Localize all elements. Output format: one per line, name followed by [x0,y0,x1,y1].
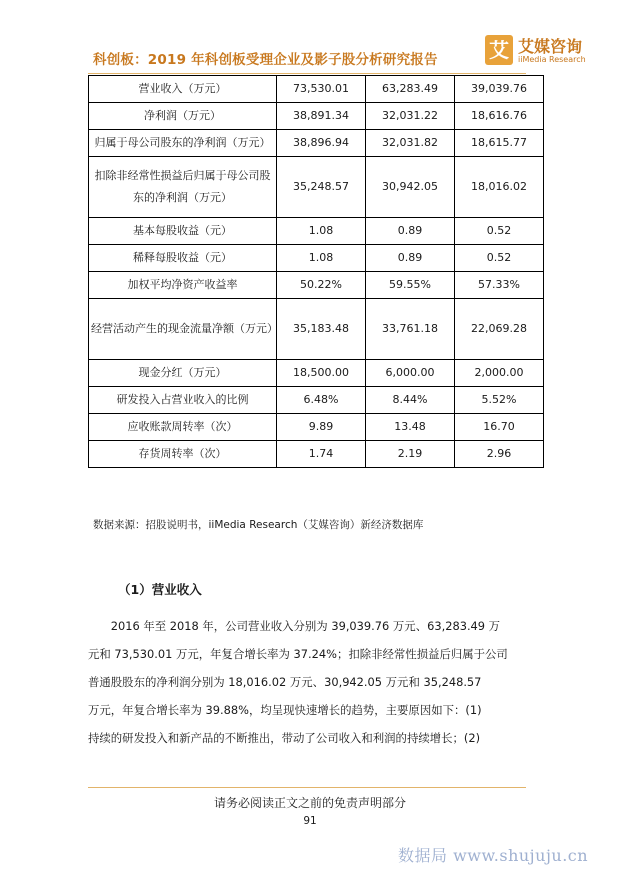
iimedia-logo [485,34,605,70]
table-row [89,103,544,130]
table-cell: 39,039.76 [455,76,544,103]
footer-disclaimer: 请务必阅读正文之前的免责声明部分 [213,796,406,810]
table-cell: 0.52 [455,218,544,245]
section-heading: （1）营业收入 [118,582,202,597]
paragraph-line: 普通股股东的净利润分别为 18,016.02 万元、30,942.05 万元和 35,248.57 [88,675,482,689]
table-cell: 0.89 [366,245,455,272]
financial-data-table [88,75,544,468]
data-source-note: 数据来源：招股说明书，iiMedia Research（艾媒咨询）新经济数据库 [93,519,424,531]
table-row [89,245,544,272]
table-cell: 2.96 [455,441,544,468]
table-row [89,360,544,387]
table-cell: 35,183.48 [277,299,366,360]
table-cell: 5.52% [455,387,544,414]
table-cell: 1.74 [277,441,366,468]
table-cell: 50.22% [277,272,366,299]
paragraph-line: 元和 73,530.01 万元，年复合增长率为 37.24%；扣除非经常性损益后归属于公司 [88,647,508,661]
table-cell: 2,000.00 [455,360,544,387]
table-cell: 6,000.00 [366,360,455,387]
table-row [89,76,544,103]
watermark: 数据局 www.shujuju.cn [398,846,589,865]
logo-mark-icon: 艾 [485,35,513,65]
row-label: 研发投入占营业收入的比例 [89,387,277,414]
table-row [89,299,544,360]
table-cell: 18,615.77 [455,130,544,157]
row-label: 应收账款周转率（次） [89,414,277,441]
paragraph-line: 万元，年复合增长率为 39.88%，均呈现快速增长的趋势，主要原因如下：(1) [88,703,482,717]
table-cell: 1.08 [277,218,366,245]
table-cell: 38,896.94 [277,130,366,157]
table-cell: 8.44% [366,387,455,414]
table-cell: 38,891.34 [277,103,366,130]
table-cell: 0.52 [455,245,544,272]
table-row [89,441,544,468]
table-cell: 22,069.28 [455,299,544,360]
table-row [89,130,544,157]
table-row [89,387,544,414]
table-cell: 18,616.76 [455,103,544,130]
page-number: 91 [303,815,317,827]
table-cell: 73,530.01 [277,76,366,103]
row-label: 加权平均净资产收益率 [89,272,277,299]
body-paragraph [88,612,528,752]
table-cell: 1.08 [277,245,366,272]
table-cell: 59.55% [366,272,455,299]
table-row [89,272,544,299]
table-cell: 9.89 [277,414,366,441]
table-cell: 16.70 [455,414,544,441]
logo-name-en: iiMedia Research [518,55,586,64]
table-row [89,218,544,245]
row-label: 扣除非经常性损益后归属于母公司股东的净利润（万元） [89,157,277,218]
row-label: 基本每股收益（元） [89,218,277,245]
table-cell: 2.19 [366,441,455,468]
footer-divider [88,787,526,788]
table-row [89,414,544,441]
table-cell: 6.48% [277,387,366,414]
table-cell: 0.89 [366,218,455,245]
report-title: 科创板：2019 年科创板受理企业及影子股分析研究报告 [93,52,438,68]
table-cell: 63,283.49 [366,76,455,103]
table-cell: 32,031.82 [366,130,455,157]
table-row [89,157,544,218]
table-cell: 35,248.57 [277,157,366,218]
row-label: 现金分红（万元） [89,360,277,387]
paragraph-line: 持续的研发投入和新产品的不断推出，带动了公司收入和利润的持续增长；(2) [88,731,481,745]
row-label: 存货周转率（次） [89,441,277,468]
table-cell: 18,016.02 [455,157,544,218]
row-label: 营业收入（万元） [89,76,277,103]
paragraph-line: 2016 年至 2018 年，公司营业收入分别为 39,039.76 万元、63,283.49 万 [88,619,501,633]
table-cell: 33,761.18 [366,299,455,360]
table-cell: 57.33% [455,272,544,299]
row-label: 经营活动产生的现金流量净额（万元） [89,299,277,360]
table-cell: 13.48 [366,414,455,441]
row-label: 归属于母公司股东的净利润（万元） [89,130,277,157]
logo-name-cn: 艾媒咨询 [518,37,583,56]
row-label: 净利润（万元） [89,103,277,130]
header-divider [88,73,526,74]
row-label: 稀释每股收益（元） [89,245,277,272]
table-cell: 32,031.22 [366,103,455,130]
table-cell: 18,500.00 [277,360,366,387]
table-cell: 30,942.05 [366,157,455,218]
